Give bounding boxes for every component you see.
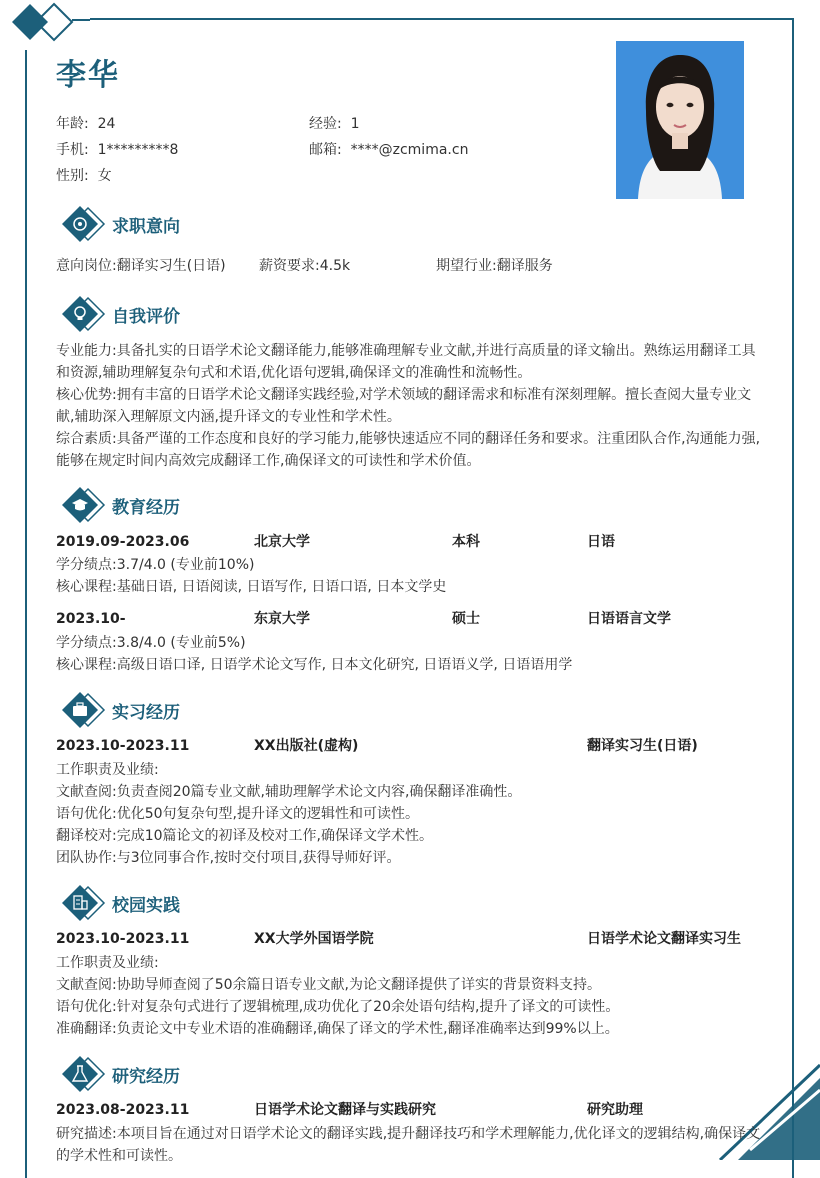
self-eval-professional: 专业能力:具备扎实的日语学术论文翻译能力,能够准确理解专业文献,并进行高质量的译文输出。熟练运用翻译工具和资源,辅助理解复杂句式和术语,优化语句逻辑,确保译文的准确性和流畅性。 xyxy=(56,343,756,381)
corner-diamond-decoration xyxy=(0,0,90,50)
edu-2-school: 东京大学 xyxy=(254,611,310,627)
experience-value: 1 xyxy=(350,116,360,132)
section-header-internship xyxy=(60,690,180,730)
internship-line: 语句优化:优化50句复杂句型,提升译文的逻辑性和可读性。 xyxy=(56,806,419,822)
campus-org: XX大学外国语学院 xyxy=(254,931,374,947)
section-title-self-eval: 自我评价 xyxy=(112,306,180,327)
edu-2-major: 日语语言文学 xyxy=(587,611,671,627)
section-title-research: 研究经历 xyxy=(112,1066,180,1087)
phone-label: 手机: xyxy=(56,142,89,158)
research-project: 日语学术论文翻译与实践研究 xyxy=(254,1102,436,1118)
section-header-education xyxy=(60,485,180,525)
edu-2-period: 2023.10- xyxy=(56,611,126,627)
intention-salary: 薪资要求:4.5k xyxy=(259,258,351,274)
age-info xyxy=(56,113,115,133)
edu-2-degree: 硕士 xyxy=(452,611,480,627)
briefcase-icon xyxy=(60,690,108,730)
section-header-self-eval xyxy=(60,294,180,334)
email-label: 邮箱: xyxy=(309,142,342,158)
phone-value: 1*********8 xyxy=(97,142,179,158)
section-title-intention: 求职意向 xyxy=(112,216,180,237)
experience-label: 经验: xyxy=(309,116,342,132)
edu-1-school: 北京大学 xyxy=(254,534,310,550)
self-eval-advantage: 核心优势:拥有丰富的日语学术论文翻译实践经验,对学术领域的翻译需求和标准有深刻理解。擅长查阅大量专业文献,辅助深入理解原文内涵,提升译文的专业性和学术性。 xyxy=(56,387,752,425)
experience-info xyxy=(309,113,360,133)
section-header-campus xyxy=(60,883,180,923)
internship-line: 翻译校对:完成10篇论文的初译及校对工作,确保译文学术性。 xyxy=(56,828,433,844)
email-value: ****@zcmima.cn xyxy=(350,142,469,158)
email-info xyxy=(309,139,468,159)
internship-line: 团队协作:与3位同事合作,按时交付项目,获得导师好评。 xyxy=(56,850,401,866)
campus-line: 语句优化:针对复杂句式进行了逻辑梳理,成功优化了20余处语句结构,提升了译文的可读性。 xyxy=(56,999,620,1015)
self-eval-quality: 综合素质:具备严谨的工作态度和良好的学习能力,能够快速适应不同的翻译任务和要求。注重团队合作,沟通能力强,能够在规定时间内高效完成翻译工作,确保译文的可读性和学术价值。 xyxy=(56,431,761,469)
gender-value: 女 xyxy=(97,168,112,184)
section-header-intention xyxy=(60,204,180,244)
lightbulb-icon xyxy=(60,294,108,334)
research-role: 研究助理 xyxy=(587,1102,643,1118)
section-title-internship: 实习经历 xyxy=(112,702,180,723)
profile-photo xyxy=(616,41,744,199)
campus-period: 2023.10-2023.11 xyxy=(56,931,190,947)
section-title-education: 教育经历 xyxy=(112,497,180,518)
internship-org: XX出版社(虚构) xyxy=(254,738,359,754)
campus-role: 日语学术论文翻译实习生 xyxy=(587,931,741,947)
edu-1-degree: 本科 xyxy=(452,534,480,550)
edu-1-period: 2019.09-2023.06 xyxy=(56,534,190,550)
edu-2-courses: 核心课程:高级日语口译, 日语学术论文写作, 日本文化研究, 日语语义学, 日语语用学 xyxy=(56,657,573,673)
gender-info xyxy=(56,165,112,185)
edu-1-courses: 核心课程:基础日语, 日语阅读, 日语写作, 日语口语, 日本文学史 xyxy=(56,579,447,595)
candidate-name: 李华 xyxy=(56,58,120,93)
gender-label: 性别: xyxy=(56,168,89,184)
research-period: 2023.08-2023.11 xyxy=(56,1102,190,1118)
edu-2-gpa: 学分绩点:3.8/4.0 (专业前5%) xyxy=(56,635,246,651)
internship-line: 工作职责及业绩: xyxy=(56,762,159,778)
edu-1-major: 日语 xyxy=(587,534,615,550)
section-title-campus: 校园实践 xyxy=(112,895,180,916)
campus-line: 工作职责及业绩: xyxy=(56,955,159,971)
section-header-research xyxy=(60,1054,180,1094)
intention-position: 意向岗位:翻译实习生(日语) xyxy=(56,258,226,274)
internship-role: 翻译实习生(日语) xyxy=(587,738,698,754)
campus-line: 准确翻译:负责论文中专业术语的准确翻译,确保了译文的学术性,翻译准确率达到99%以上。 xyxy=(56,1021,619,1037)
phone-info xyxy=(56,139,178,159)
age-value: 24 xyxy=(97,116,116,132)
intention-industry: 期望行业:翻译服务 xyxy=(436,258,553,274)
internship-line: 文献查阅:负责查阅20篇专业文献,辅助理解学术论文内容,确保翻译准确性。 xyxy=(56,784,522,800)
graduation-cap-icon xyxy=(60,485,108,525)
building-icon xyxy=(60,883,108,923)
flask-icon xyxy=(60,1054,108,1094)
target-icon xyxy=(60,204,108,244)
internship-period: 2023.10-2023.11 xyxy=(56,738,190,754)
research-description: 研究描述:本项目旨在通过对日语学术论文的翻译实践,提升翻译技巧和学术理解能力,优化译文的逻辑结构,确保译文的学术性和可读性。 xyxy=(56,1126,761,1164)
campus-line: 文献查阅:协助导师查阅了50余篇日语专业文献,为论文翻译提供了详实的背景资料支持。 xyxy=(56,977,601,993)
age-label: 年龄: xyxy=(56,116,89,132)
edu-1-gpa: 学分绩点:3.7/4.0 (专业前10%) xyxy=(56,557,255,573)
